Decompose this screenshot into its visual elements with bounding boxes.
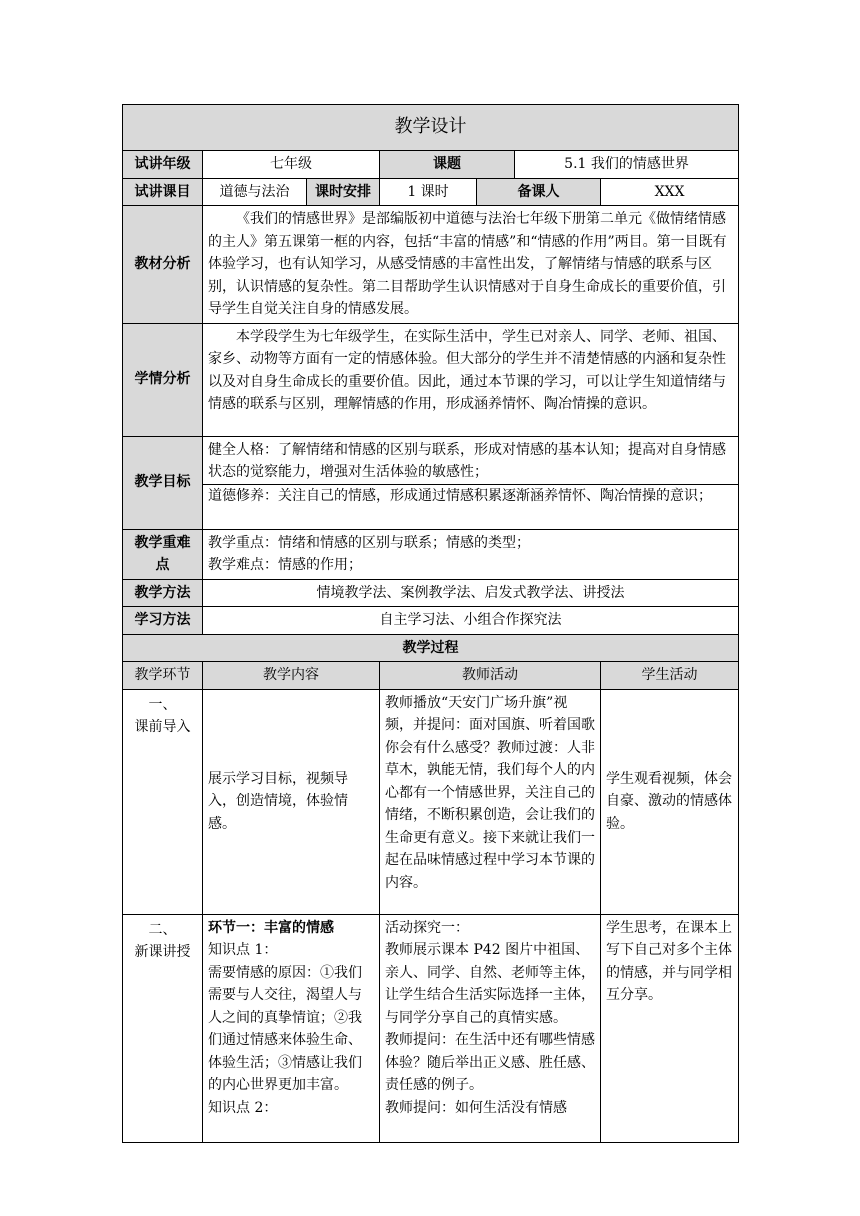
preparer-label: 备课人 [477, 178, 601, 206]
time-value: 1 课时 [380, 178, 477, 206]
process-header-content: 教学内容 [203, 662, 380, 690]
process-title: 教学过程 [123, 634, 739, 662]
goals-label: 教学目标 [123, 436, 203, 529]
content-line: 知识点 2： [208, 1099, 278, 1116]
time-label: 课时安排 [307, 178, 380, 206]
grade-label: 试讲年级 [123, 151, 203, 179]
preparer-value: XXX [601, 178, 739, 206]
teacher-line: 教师提问：在生活中还有哪些情感体验？随后举出正义感、胜任感、责任感的例子。 [385, 1032, 595, 1093]
content-line: 需要情感的原因：①我们需要与人交往，渴望人与人之间的真挚情谊；②我们通过情感来体验生命、体验生活；③情感让我们的内心世界更加丰富。 [208, 964, 362, 1093]
lesson-plan [122, 104, 738, 1143]
content-line: 知识点 1： [208, 942, 278, 958]
content-cell [203, 914, 380, 1142]
stage-cell [123, 914, 203, 1142]
content-heading: 环节一：丰富的情感 [208, 919, 334, 936]
stage-name: 新课讲授 [134, 944, 191, 960]
subject-label: 试讲课目 [123, 178, 203, 206]
student-activity-cell: 学生观看视频，体会自豪、激动的情感体验。 [601, 689, 739, 914]
methods-text: 情境教学法、案例教学法、启发式教学法、讲授法 [203, 579, 739, 607]
grade-value: 七年级 [203, 151, 380, 179]
teacher-line: 教师提问：如何生活没有情感 [385, 1099, 567, 1116]
stage-number: 一、 [148, 696, 177, 713]
topic-value: 5.1 我们的情感世界 [515, 151, 739, 179]
keypoint-item: 教学难点：情感的作用； [208, 557, 362, 573]
lesson-plan-table [122, 104, 739, 1143]
material-text: 《我们的情感世界》是部编版初中道德与法治七年级下册第二单元《做情绪情感的主人》第五课第一框的内容，包括“丰富的情感”和“情感的作用”两目。第一目既有体验学习，也有认知学习，从感受情感的丰富性出发，了解情绪与情感的联系与区别，认识情感的复杂性。第二目帮助学生认识情感对于自身生命成长的重要价值，引导学生自觉关注自身的情感发展。 [203, 206, 739, 324]
teacher-line: 教师展示课本 P42 图片中祖国、亲人、同学、自然、老师等主体，让学生结合生活实际选择一主体，与同学分享自己的真情实感。 [385, 942, 595, 1026]
keypoints-cell [203, 529, 739, 579]
teacher-activity-cell [380, 914, 601, 1142]
subject-value: 道德与法治 [203, 178, 307, 206]
goals-cell [203, 436, 739, 529]
teacher-line: 活动探究一： [385, 919, 469, 936]
methods-label: 教学方法 [123, 579, 203, 607]
stage-name: 课前导入 [134, 719, 191, 735]
keypoint-item: 教学重点：情绪和情感的区别与联系；情感的类型； [208, 534, 530, 551]
process-header-stage: 教学环节 [123, 662, 203, 690]
topic-label: 课题 [380, 151, 515, 179]
goal-item: 健全人格：了解情绪和情感的区别与联系，形成对情感的基本认知；提高对自身情感状态的觉察能力，增强对生活体验的敏感性； [208, 441, 726, 480]
learning-label: 学习方法 [123, 607, 203, 635]
students-text: 本学段学生为七年级学生，在实际生活中，学生已对亲人、同学、老师、祖国、家乡、动物等方面有一定的情感体验。但大部分的学生并不清楚情感的内涵和复杂性以及对自身生命成长的重要价值。因此，通过本节课的学习，可以让学生知道情绪与情感的联系与区别，理解情感的作用，形成涵养情怀、陶冶情操的意识。 [203, 323, 739, 436]
student-activity-cell: 学生思考，在课本上写下自己对多个主体的情感，并与同学相互分享。 [601, 914, 739, 1142]
process-header-teacher: 教师活动 [380, 662, 601, 690]
keypoints-label: 教学重难点 [123, 529, 203, 579]
stage-cell [123, 689, 203, 914]
content-cell: 展示学习目标，视频导入，创造情境，体验情感。 [203, 689, 380, 914]
teacher-activity-cell: 教师播放“天安门广场升旗”视频，并提问：面对国旗、听着国歌你会有什么感受？教师过渡：人非草木，孰能无情，我们每个人的内心都有一个情感世界，关注自己的情绪，不断积累创造，会让我们的生命更有意义。接下来就让我们一起在品味情感过程中学习本节课的内容。 [380, 689, 601, 914]
learning-text: 自主学习法、小组合作探究法 [203, 607, 739, 635]
stage-number: 二、 [148, 921, 177, 938]
page-title: 教学设计 [123, 105, 739, 151]
material-label: 教材分析 [123, 206, 203, 324]
process-header-student: 学生活动 [601, 662, 739, 690]
students-label: 学情分析 [123, 323, 203, 436]
goal-item: 道德修养：关注自己的情感，形成通过情感积累逐渐涵养情怀、陶冶情操的意识； [203, 484, 738, 508]
